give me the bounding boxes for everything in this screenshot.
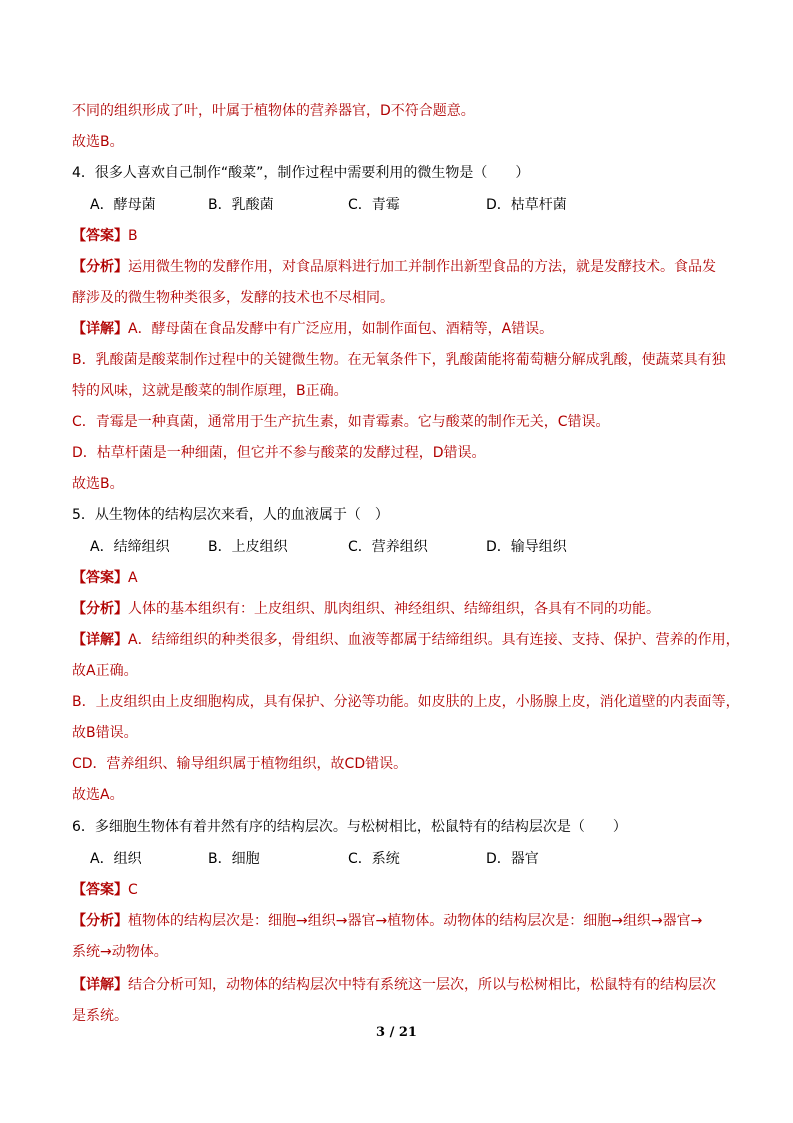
answer-value: C xyxy=(128,882,138,898)
arrow-icon: → xyxy=(100,944,112,960)
detail-tag: 【详解】 xyxy=(72,321,128,337)
detail-line xyxy=(72,630,740,650)
analysis-text: 植物体的结构层次是：细胞 xyxy=(128,913,296,929)
text-line: 故A正确。 xyxy=(72,663,138,679)
analysis-tag: 【分析】 xyxy=(72,913,128,929)
option-d: D．器官 xyxy=(486,851,539,867)
detail-text: A．酵母菌在食品发酵中有广泛应用，如制作面包、酒精等，A错误。 xyxy=(128,321,554,337)
analysis-line xyxy=(72,599,660,619)
arrow-icon: → xyxy=(296,913,308,929)
text-line: D．枯草杆菌是一种细菌，但它并不参与酸菜的发酵过程，D错误。 xyxy=(72,445,486,461)
analysis-text: 人体的基本组织有：上皮组织、肌肉组织、神经组织、结缔组织，各具有不同的功能。 xyxy=(128,601,660,617)
answer-tag: 【答案】 xyxy=(72,882,128,898)
analysis-tag: 【分析】 xyxy=(72,259,128,275)
question-6: 6．多细胞生物体有着井然有序的结构层次。与松树相比，松鼠特有的结构层次是（ ） xyxy=(72,819,627,835)
arrow-icon: → xyxy=(335,913,348,929)
option-b: B．上皮组织 xyxy=(208,539,288,555)
detail-line xyxy=(72,975,716,995)
text-line: 是系统。 xyxy=(72,1008,128,1024)
text-line: 故选B。 xyxy=(72,476,124,492)
answer-tag: 【答案】 xyxy=(72,228,128,244)
analysis-line xyxy=(72,911,702,931)
answer-tag: 【答案】 xyxy=(72,570,128,586)
text-line: 特的风味，这就是酸菜的制作原理，B正确。 xyxy=(72,383,348,399)
detail-text: A．结缔组织的种类很多，骨组织、血液等都属于结缔组织。具有连接、支持、保护、营养的作用， xyxy=(128,632,740,648)
text-line: CD．营养组织、输导组织属于植物组织，故CD错误。 xyxy=(72,756,408,772)
answer-line xyxy=(72,880,138,900)
answer-line xyxy=(72,226,138,246)
detail-tag: 【详解】 xyxy=(72,977,128,993)
analysis-line xyxy=(72,942,168,962)
option-a: A．结缔组织 xyxy=(90,539,170,555)
answer-value: A xyxy=(128,570,138,586)
answer-value: B xyxy=(128,228,138,244)
analysis-line xyxy=(72,257,716,277)
text-line: 不同的组织形成了叶，叶属于植物体的营养器官，D不符合题意。 xyxy=(72,103,475,119)
analysis-text: 组织 xyxy=(307,913,336,929)
arrow-icon: → xyxy=(375,913,388,929)
text-line: 酵涉及的微生物种类很多，发酵的技术也不尽相同。 xyxy=(72,290,394,306)
arrow-icon: → xyxy=(690,913,703,929)
option-c: C．青霉 xyxy=(348,197,400,213)
option-b: B．细胞 xyxy=(208,851,260,867)
text-line: 故选A。 xyxy=(72,787,124,803)
page-number: 3 / 21 xyxy=(376,1025,417,1040)
option-a: A．组织 xyxy=(90,851,142,867)
option-c: C．营养组织 xyxy=(348,539,428,555)
text-line: C．青霉是一种真菌，通常用于生产抗生素，如青霉素。它与酸菜的制作无关，C错误。 xyxy=(72,414,610,430)
analysis-text: 系统 xyxy=(72,944,100,960)
analysis-text: 器官 xyxy=(347,913,376,929)
text-line: 故选B。 xyxy=(72,134,124,150)
option-c: C．系统 xyxy=(348,851,400,867)
detail-text: 结合分析可知，动物体的结构层次中特有系统这一层次，所以与松树相比，松鼠特有的结构层次 xyxy=(128,977,716,993)
detail-tag: 【详解】 xyxy=(72,632,128,648)
answer-line xyxy=(72,568,138,588)
question-5: 5．从生物体的结构层次来看，人的血液属于（ ） xyxy=(72,507,389,523)
detail-line xyxy=(72,319,553,339)
arrow-icon: → xyxy=(650,913,663,929)
arrow-icon: → xyxy=(611,913,623,929)
analysis-text: 器官 xyxy=(662,913,691,929)
analysis-text: 组织 xyxy=(622,913,651,929)
analysis-tag: 【分析】 xyxy=(72,601,128,617)
analysis-text: 动物体。 xyxy=(111,944,168,960)
analysis-text: 运用微生物的发酵作用，对食品原料进行加工并制作出新型食品的方法，就是发酵技术。食品发 xyxy=(128,259,716,275)
option-b: B．乳酸菌 xyxy=(208,197,274,213)
text-line: B．乳酸菌是酸菜制作过程中的关键微生物。在无氧条件下，乳酸菌能将葡萄糖分解成乳酸，使蔬菜具有独 xyxy=(72,352,726,368)
option-d: D．输导组织 xyxy=(486,539,567,555)
text-line: 故B错误。 xyxy=(72,725,138,741)
option-d: D．枯草杆菌 xyxy=(486,197,567,213)
analysis-text: 植物体。动物体的结构层次是：细胞 xyxy=(387,913,612,929)
text-line: B．上皮组织由上皮细胞构成，具有保护、分泌等功能。如皮肤的上皮，小肠腺上皮，消化道壁的内表面等， xyxy=(72,694,740,710)
option-a: A．酵母菌 xyxy=(90,197,156,213)
question-4: 4．很多人喜欢自己制作“酸菜”，制作过程中需要利用的微生物是（ ） xyxy=(72,165,530,181)
